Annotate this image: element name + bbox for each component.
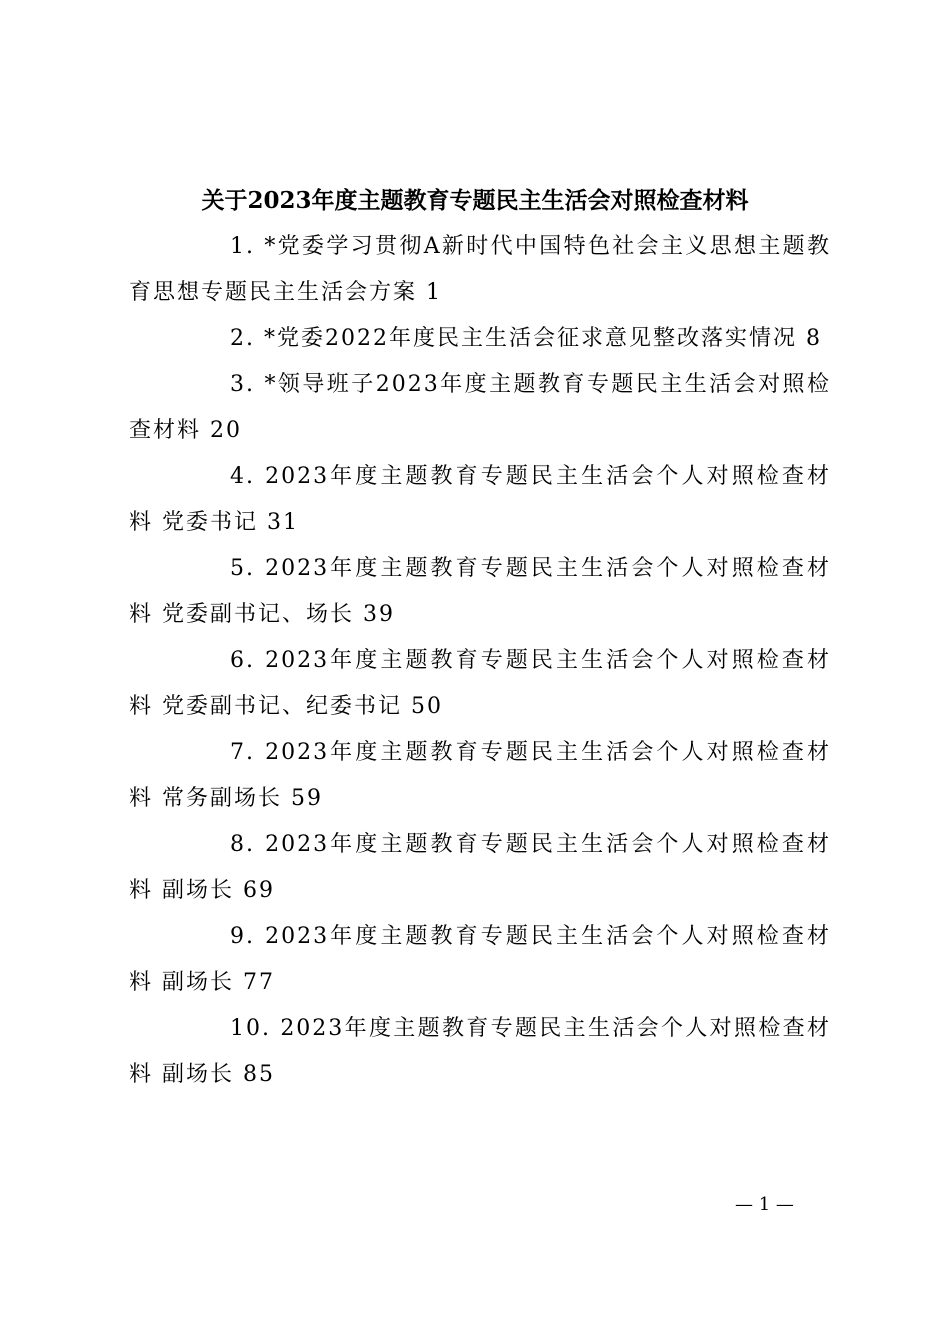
toc-item: 8. 2023年度主题教育专题民主生活会个人对照检查材料 副场长 69: [129, 832, 831, 903]
page-number: — 1 —: [735, 1194, 794, 1215]
table-of-contents: [129, 224, 831, 1098]
toc-item: 3. *领导班子2023年度主题教育专题民主生活会对照检查材料 20: [129, 372, 831, 443]
toc-item: 5. 2023年度主题教育专题民主生活会个人对照检查材料 党委副书记、场长 39: [129, 556, 831, 627]
toc-item: 10. 2023年度主题教育专题民主生活会个人对照检查材料 副场长 85: [129, 1016, 831, 1087]
document-title: 关于2023年度主题教育专题民主生活会对照检查材料: [201, 187, 749, 214]
toc-item: 6. 2023年度主题教育专题民主生活会个人对照检查材料 党委副书记、纪委书记 50: [129, 648, 831, 719]
toc-item: 9. 2023年度主题教育专题民主生活会个人对照检查材料 副场长 77: [129, 924, 831, 995]
toc-item: 1. *党委学习贯彻A新时代中国特色社会主义思想主题教育思想专题民主生活会方案 1: [129, 234, 831, 305]
toc-item: 7. 2023年度主题教育专题民主生活会个人对照检查材料 常务副场长 59: [129, 740, 831, 811]
toc-item: 2. *党委2022年度民主生活会征求意见整改落实情况 8: [230, 326, 822, 351]
toc-item: 4. 2023年度主题教育专题民主生活会个人对照检查材料 党委书记 31: [129, 464, 831, 535]
